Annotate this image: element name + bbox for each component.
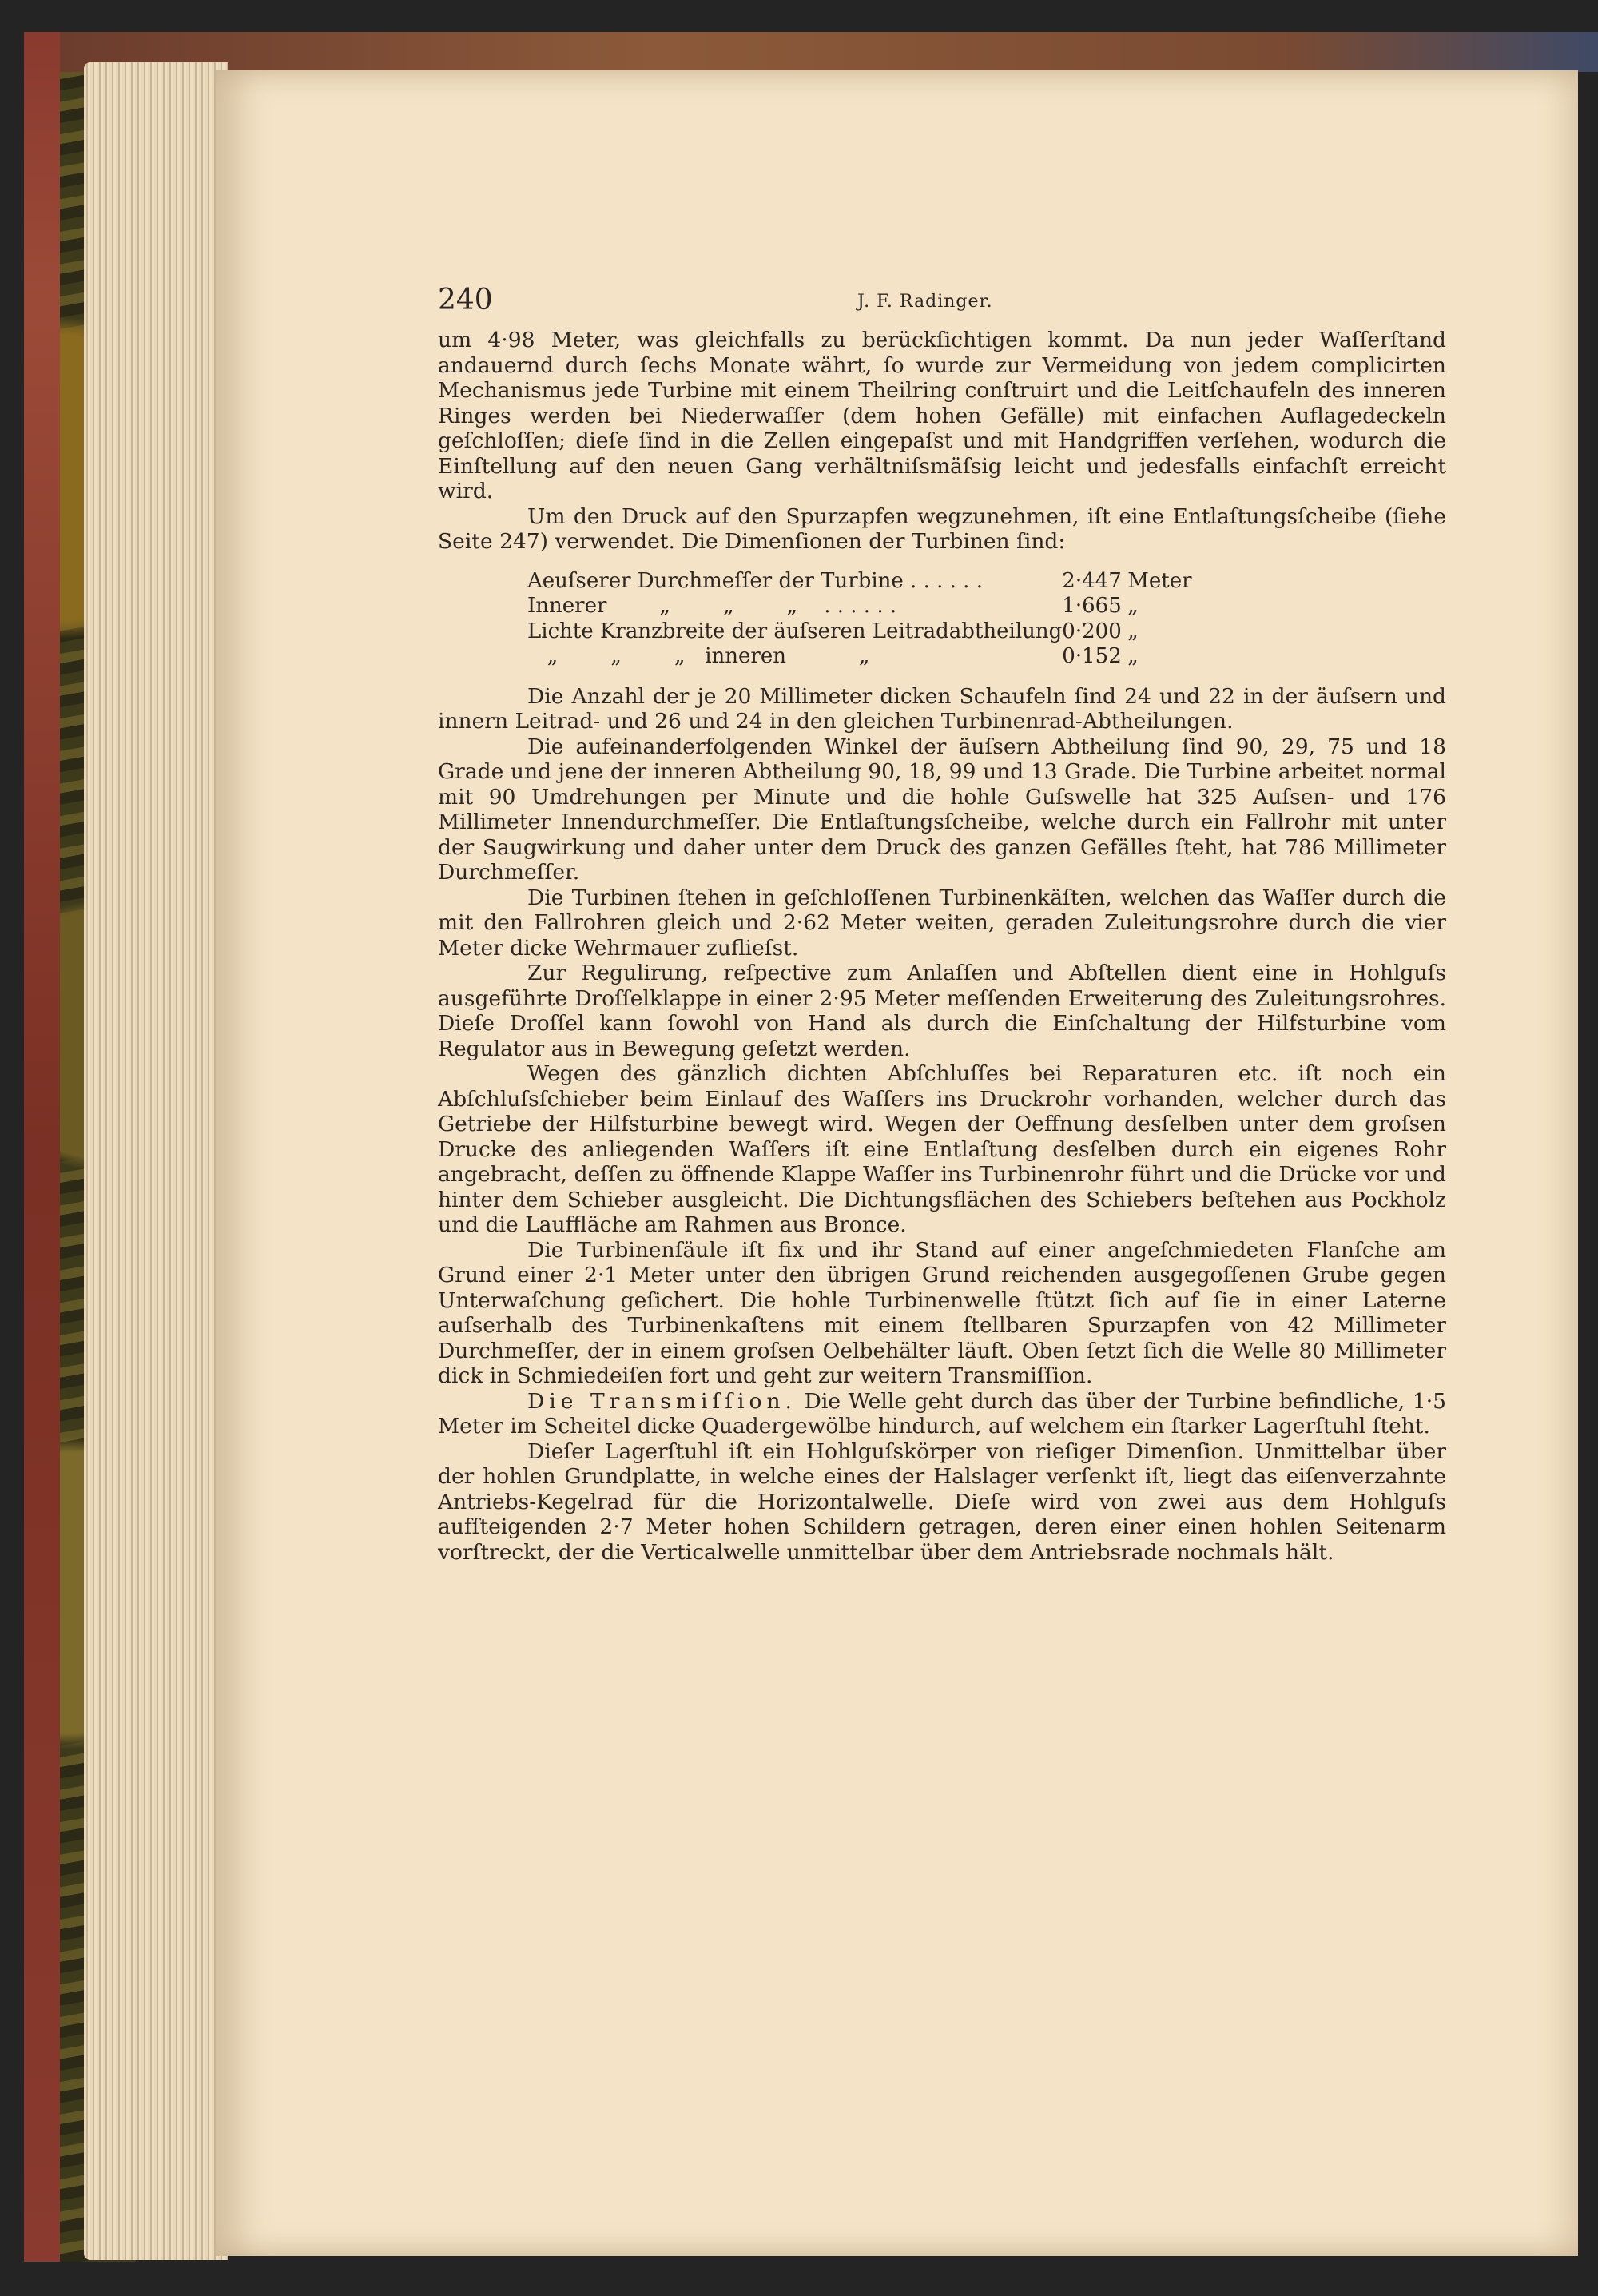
paragraph: Wegen des gänzlich dichten Abſchluſſes bei Reparaturen etc. iſt noch ein Abſchluſsſchieber beim Einlauf des Waſſers ins Druckrohr vorhanden, welcher durch das Getriebe der Hilfsturbine bewegt wird. Wegen der Oeffnung desſelben unter dem groſsen Drucke des anliegenden Waſſers iſt eine Entlaſtung desſelben durch ein eigenes Rohr angebracht, deſſen zu öffnende Klappe Waſſer ins Turbinenrohr führt und die Drücke vor und hinter dem Schieber ausgleicht. Die Dichtungsflächen des Schiebers beſtehen aus Pockholz und die Lauffläche am Rahmen aus Bronce.	[438, 1061, 1446, 1237]
paragraph: Zur Regulirung, reſpective zum Anlaſſen und Abſtellen dient eine in Hohlguſs ausgeführte Droſſelklappe in einer 2·95 Meter meſſenden Erweiterung des Zuleitungsrohres. Dieſe Droſſel kann ſowohl von Hand als durch die Einſchaltung der Hilfsturbine vom Regulator aus in Bewegung geſetzt werden.	[438, 961, 1446, 1061]
table-row	[527, 644, 1192, 670]
book-top-edge	[24, 32, 1598, 72]
dimension-value: 0·152	[1062, 644, 1122, 668]
section-paragraph	[438, 1389, 1446, 1439]
dimension-label: Lichte Kranzbreite der äuſseren Leitradabtheilung	[527, 619, 1063, 643]
dimension-unit: „	[1127, 594, 1139, 618]
paragraph: Um den Druck auf den Spurzapfen wegzunehmen, iſt eine Entlaſtungsſcheibe (ſiehe Seite 247) verwendet. Die Dimenſionen der Turbinen ſind:	[438, 503, 1446, 554]
table-row	[527, 569, 1192, 595]
paragraph: um 4·98 Meter, was gleichfalls zu berückſichtigen kommt. Da nun jeder Waſſerſtand andauernd durch ſechs Monate währt, ſo wurde zur Vermeidung von jedem complicirten Mechanismus jede Turbine mit einem Theilring conſtruirt und die Leitſchaufeln des inneren Ringes werden bei Niederwaſſer (dem hohen Gefälle) mit einfachen Auflagedeckeln geſchloſſen; dieſe ſind in die Zellen eingepaſst und mit Handgriffen verſehen, wodurch die Einſtellung auf den neuen Gang verhältniſsmäſsig leicht und jedesfalls einfachſt erreicht wird.	[438, 328, 1446, 503]
dimensions-table	[527, 569, 1192, 670]
dimension-unit: „	[1127, 644, 1139, 668]
dimension-value: 2·447	[1062, 568, 1122, 593]
book-spine	[24, 32, 60, 2262]
page-number: 240	[438, 284, 493, 316]
paragraph: Die Turbinen ſtehen in geſchloſſenen Turbinenkäſten, welchen das Waſſer durch die mit den Fallrohren gleich und 2·62 Meter weiten, geraden Zuleitungsrohre durch die vier Meter dicke Wehrmauer zuflieſst.	[438, 885, 1446, 961]
page-edges	[84, 62, 228, 2260]
paragraph: Die aufeinanderfolgenden Winkel der äuſsern Abtheilung ſind 90, 29, 75 und 18 Grade und jene der inneren Abtheilung 90, 18, 99 und 13 Grade. Die Turbine arbeitet normal mit 90 Umdrehungen per Minute und die hohle Guſswelle hat 325 Auſsen- und 176 Millimeter Innendurchmeſſer. Die Entlaſtungsſcheibe, welche durch ein Fallrohr mit unter der Saugwirkung und daher unter dem Druck des ganzen Gefälles ſteht, hat 786 Millimeter Durchmeſſer.	[438, 734, 1446, 885]
paragraph: Die Turbinenſäule iſt fix und ihr Stand auf einer angeſchmiedeten Flanſche am Grund einer 2·1 Meter unter den übrigen Grund reichenden ausgegoſſenen Grube gegen Unterwaſchung geſichert. Die hohle Turbinenwelle ſtützt ſich auf ſie in einer Laterne auſserhalb des Turbinenkaſtens mit einem ſtellbaren Spurzapfen von 42 Millimeter Durchmeſſer, der in einem groſsen Oelbehälter läuft. Oben ſetzt ſich die Welle 80 Millimeter dick in Schmiedeiſen fort und geht zur weitern Transmiſſion.	[438, 1237, 1446, 1388]
body-text	[438, 328, 1446, 1565]
dimension-label: „ „ „ inneren „	[527, 644, 870, 668]
dimension-unit: „	[1127, 619, 1139, 643]
section-title: Die Transmiſſion.	[527, 1388, 797, 1414]
dimension-value: 1·665	[1062, 594, 1122, 618]
table-row	[527, 619, 1192, 645]
section-text: Die Welle geht durch das über der Turbine befindliche, 1·5 Meter im Scheitel dicke Quadergewölbe hindurch, auf welchem ein ſtarker Lagerſtuhl ſteht.	[438, 1388, 1446, 1438]
dimension-label: Innerer „ „ „ . . . . . .	[527, 594, 897, 618]
paragraph: Dieſer Lagerſtuhl iſt ein Hohlguſskörper von rieſiger Dimenſion. Unmittelbar über der hohlen Grundplatte, in welche eines der Halslager verſenkt iſt, liegt das eiſenverzahnte Antriebs-Kegelrad für die Horizontalwelle. Dieſe wird von zwei aus dem Hohlguſs aufſteigenden 2·7 Meter hohen Schildern getragen, deren einer einen hohlen Seitenarm vorſtreckt, der die Verticalwelle unmittelbar über dem Antriebsrade nochmals hält.	[438, 1438, 1446, 1565]
table-row	[527, 594, 1192, 619]
paragraph: Die Anzahl der je 20 Millimeter dicken Schaufeln ſind 24 und 22 in der äuſsern und innern Leitrad- und 26 und 24 in den gleichen Turbinenrad-Abtheilungen.	[438, 683, 1446, 734]
running-head	[438, 284, 1446, 324]
dimension-unit: Meter	[1127, 568, 1192, 593]
author-header: J. F. Radinger.	[857, 292, 993, 312]
dimension-value: 0·200	[1062, 619, 1122, 643]
dimension-label: Aeuſserer Durchmeſſer der Turbine . . . . . .	[527, 568, 983, 593]
